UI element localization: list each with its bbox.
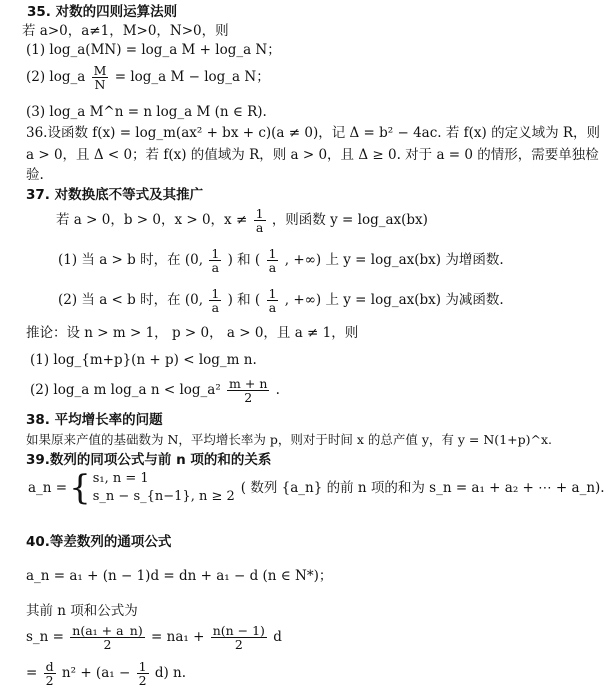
corollary-2-prefix: (2) log_a m log_a n < log_a²	[30, 382, 221, 399]
section-35-condition: 若 a>0，a≠1，M>0，N>0，则	[22, 23, 229, 39]
section-36-line-3: 验.	[26, 167, 44, 183]
section-37-title: 37. 对数换底不等式及其推广	[26, 187, 204, 203]
piecewise-cases	[93, 470, 235, 506]
rule-2-prefix: (2) log_a	[26, 69, 86, 86]
section-38-title: 38. 平均增长率的问题	[26, 412, 163, 428]
fraction-one-over-a	[209, 287, 221, 314]
fraction-denominator: 2	[45, 673, 54, 689]
fraction-denominator: 2	[138, 673, 147, 689]
condition-prefix: 若 a > 0，b > 0，x > 0，x ≠	[56, 212, 248, 229]
case-2-suffix: , +∞) 上 y = log_ax(bx) 为减函数.	[284, 292, 504, 309]
case-n-equals-1: s₁, n = 1	[92, 471, 149, 486]
fraction-numerator: n(a₁ + a_n)	[72, 623, 143, 638]
section-40-sum-formula	[26, 624, 282, 651]
fraction-denominator: a	[211, 300, 220, 316]
sum-middle: = na₁ +	[151, 629, 205, 646]
case-2-prefix: (2) 当 a < b 时，在 (0,	[58, 292, 204, 309]
fraction-d-over-2	[44, 660, 56, 687]
section-35-title: 35. 对数的四则运算法则	[27, 4, 178, 20]
fraction-numerator: d	[45, 659, 54, 674]
fraction-denominator: 2	[103, 637, 112, 653]
section-37-corollary-1: (1) log_{m+p}(n + p) < log_m n.	[30, 352, 257, 368]
fraction-denominator: N	[94, 77, 106, 93]
case-1-prefix: (1) 当 a > b 时，在 (0,	[58, 252, 204, 269]
section-40-sum-expanded	[26, 660, 186, 687]
case-n-geq-2: s_n − s_{n−1}, n ≥ 2	[92, 489, 235, 504]
case-1-middle: ) 和 (	[227, 252, 261, 269]
fraction-denominator: 2	[244, 390, 253, 406]
fraction-numerator: 1	[211, 246, 220, 261]
section-37-case-2	[58, 287, 504, 314]
fraction-numerator: M	[93, 63, 107, 78]
condition-suffix: ，则函数 y = log_ax(bx)	[271, 212, 428, 229]
section-40-sum-title: 其前 n 项和公式为	[26, 603, 138, 619]
fraction-denominator: a	[211, 260, 220, 276]
fraction-sum-1	[70, 624, 144, 651]
expanded-equals: =	[26, 665, 38, 682]
fraction-numerator: 1	[138, 659, 147, 674]
section-40-formula: a_n = a₁ + (n − 1)d = dn + a₁ − d (n ∈ N*)；	[26, 568, 333, 584]
left-brace: {	[69, 468, 91, 508]
expanded-middle: n² + (a₁ −	[61, 665, 131, 682]
fraction-one-over-a	[254, 207, 266, 234]
case-1-suffix: , +∞) 上 y = log_ax(bx) 为增函数.	[284, 252, 504, 269]
section-39-formula	[28, 470, 605, 510]
section-35-rule-1: (1) log_a(MN) = log_a M + log_a N；	[26, 42, 281, 58]
corollary-2-suffix: .	[275, 382, 280, 399]
piecewise-definition	[28, 470, 605, 506]
fraction-numerator: m + n	[229, 376, 268, 391]
fraction-numerator: 1	[211, 286, 220, 301]
section-37-condition	[56, 207, 428, 234]
section-35-rule-2	[26, 64, 270, 91]
piecewise-lhs: a_n =	[28, 480, 68, 496]
expanded-suffix: d) n.	[154, 665, 186, 682]
piecewise-note: ( 数列 {a_n} 的前 n 项的和为 s_n = a₁ + a₂ + ⋯ + a_n).	[240, 480, 605, 496]
section-37-case-1	[58, 247, 504, 274]
fraction-denominator: a	[268, 260, 277, 276]
fraction-one-half	[137, 660, 149, 687]
fraction-sum-2	[211, 624, 267, 651]
section-37-corollary-2	[30, 377, 280, 404]
sum-lhs: s_n =	[26, 629, 64, 646]
section-36-line-1	[26, 124, 600, 142]
section-39-title: 39.数列的同项公式与前 n 项的和的关系	[26, 452, 272, 468]
section-35-rule-3: (3) log_a M^n = n log_a M (n ∈ R).	[26, 104, 267, 120]
fraction-numerator: 1	[268, 286, 277, 301]
fraction-denominator: 2	[234, 637, 243, 653]
section-40-title: 40.等差数列的通项公式	[26, 534, 172, 550]
rule-2-suffix: = log_a M − log_a N；	[114, 69, 270, 86]
fraction-one-over-a	[209, 247, 221, 274]
fraction-denominator: a	[255, 220, 264, 236]
fraction-denominator: a	[268, 300, 277, 316]
fraction-one-over-a	[267, 247, 279, 274]
fraction-numerator: n(n − 1)	[212, 623, 265, 638]
section-38-text: 如果原来产值的基础数为 N，平均增长率为 p，则对于时间 x 的总产值 y，有 y = N(1+p)^x.	[26, 432, 552, 447]
section-37-corollary: 推论：设 n > m > 1， p > 0， a > 0，且 a ≠ 1，则	[26, 325, 359, 341]
fraction-m-over-n	[92, 64, 109, 91]
section-36-line-2: a > 0，且 Δ < 0；若 f(x) 的值域为 R，则 a > 0，且 Δ ≥ 0. 对于 a = 0 的情形，需要单独检	[26, 147, 599, 163]
section-36-text-1: 36.设函数 f(x) = log_m(ax² + bx + c)(a ≠ 0)，记 Δ = b² − 4ac. 若 f(x) 的定义域为 R，则	[26, 125, 601, 141]
sum-suffix: d	[273, 629, 282, 646]
fraction-numerator: 1	[268, 246, 277, 261]
fraction-m-plus-n-over-2	[227, 377, 269, 404]
fraction-one-over-a	[267, 287, 279, 314]
case-2-middle: ) 和 (	[227, 292, 261, 309]
fraction-numerator: 1	[255, 206, 264, 221]
